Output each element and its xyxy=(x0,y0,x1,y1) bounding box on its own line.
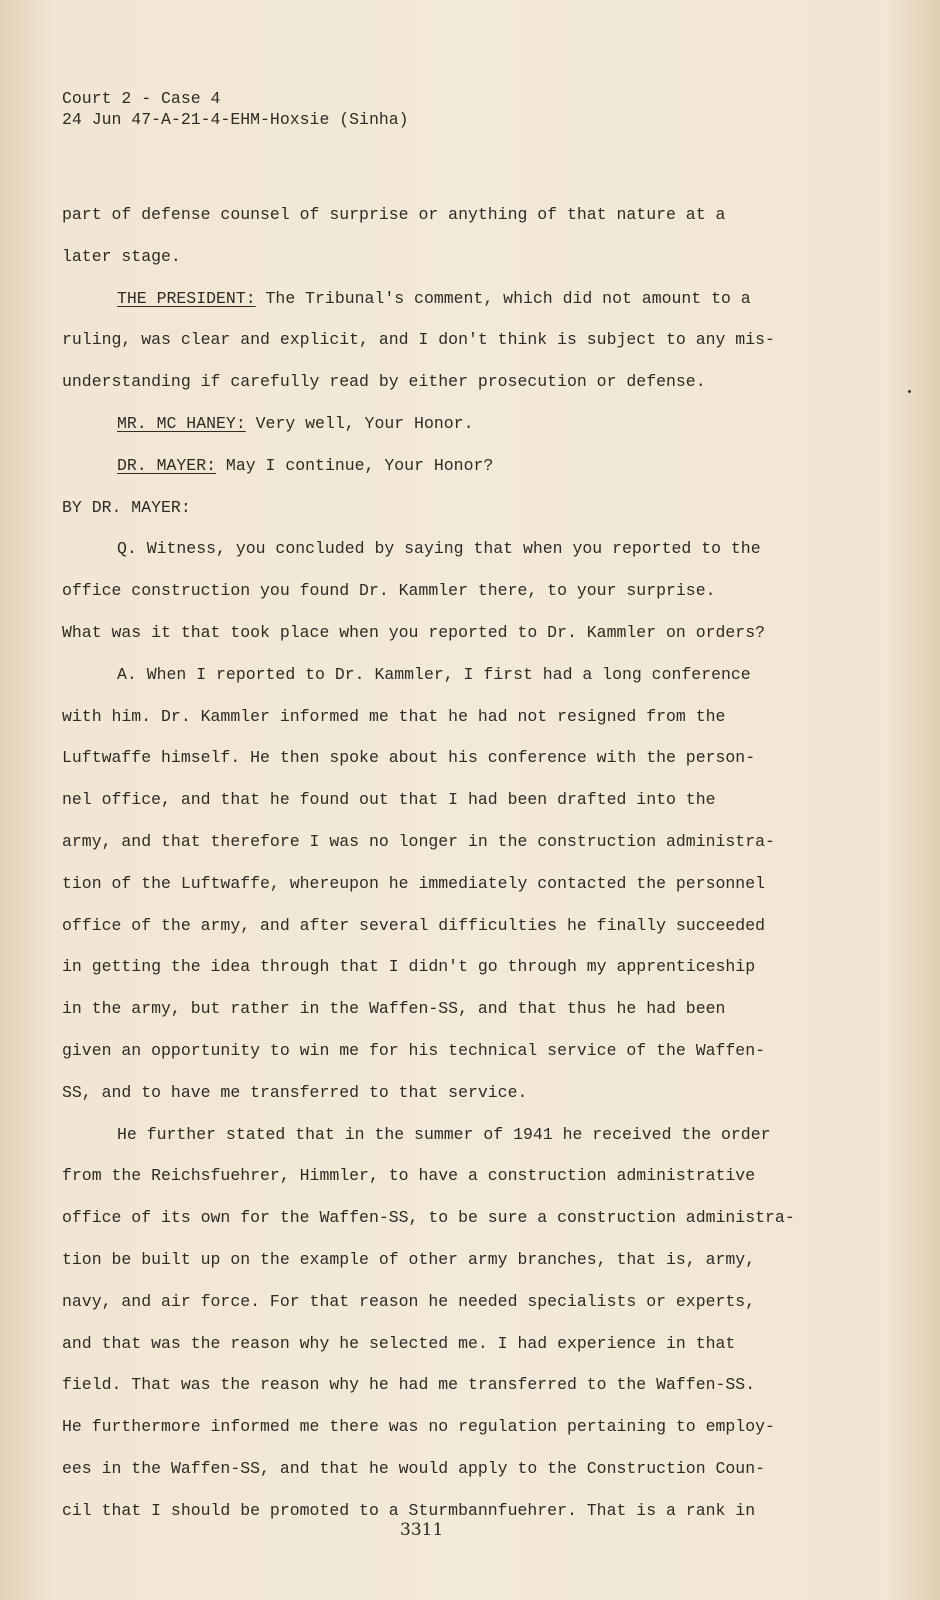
transcript-line: office of the army, and after several difficulties he finally succeeded xyxy=(62,915,766,935)
examination-heading: BY DR. MAYER: xyxy=(62,497,191,517)
transcript-line xyxy=(62,455,822,497)
transcript-line: given an opportunity to win me for his technical service of the Waffen- xyxy=(62,1040,766,1060)
transcript-line: ees in the Waffen-SS, and that he would apply to the Construction Coun- xyxy=(62,1458,766,1478)
transcript-line: tion of the Luftwaffe, whereupon he immediately contacted the personnel xyxy=(62,873,766,893)
transcript-line: and that was the reason why he selected me. I had experience in that xyxy=(62,1333,736,1353)
margin-mark xyxy=(908,390,911,393)
transcript-line: army, and that therefore I was no longer in the construction administra- xyxy=(62,831,775,851)
transcript-line: cil that I should be promoted to a Sturmbannfuehrer. That is a rank in xyxy=(62,1500,756,1520)
question-line: Q. Witness, you concluded by saying that when you reported to the xyxy=(117,539,761,559)
speaker-label: DR. MAYER: xyxy=(117,455,217,475)
court-case-line: Court 2 - Case 4 xyxy=(62,89,221,108)
transcript-line: He further stated that in the summer of 1941 he received the order xyxy=(117,1124,771,1144)
speech-text: The Tribunal's comment, which did not amount to a xyxy=(255,288,751,308)
transcript-line: What was it that took place when you reported to Dr. Kammler on orders? xyxy=(62,622,766,642)
transcript-line: later stage. xyxy=(62,246,181,266)
document-header xyxy=(62,88,409,130)
transcript-line xyxy=(62,288,822,330)
transcript-line: in the army, but rather in the Waffen-SS, and that thus he had been xyxy=(62,999,726,1019)
speaker-label: THE PRESIDENT: xyxy=(117,288,256,308)
transcript-line: ruling, was clear and explicit, and I don't think is subject to any mis- xyxy=(62,330,775,350)
speech-text: May I continue, Your Honor? xyxy=(216,455,494,475)
transcript-line: SS, and to have me transferred to that service. xyxy=(62,1082,528,1102)
transcript-line xyxy=(62,413,822,455)
transcript-line: with him. Dr. Kammler informed me that he had not resigned from the xyxy=(62,706,726,726)
speech-text: Very well, Your Honor. xyxy=(245,413,474,433)
transcript-line: nel office, and that he found out that I had been drafted into the xyxy=(62,790,716,810)
transcript-line: part of defense counsel of surprise or anything of that nature at a xyxy=(62,205,726,224)
transcript-line: Luftwaffe himself. He then spoke about his conference with the person- xyxy=(62,748,756,768)
transcript-line: field. That was the reason why he had me transferred to the Waffen-SS. xyxy=(62,1375,756,1395)
transcript-line: office construction you found Dr. Kammler there, to your surprise. xyxy=(62,581,716,601)
transcript-line: understanding if carefully read by either prosecution or defense. xyxy=(62,372,706,392)
speaker-label: MR. MC HANEY: xyxy=(117,413,246,433)
transcript-line: tion be built up on the example of other army branches, that is, army, xyxy=(62,1249,756,1269)
transcript-line: in getting the idea through that I didn't go through my apprenticeship xyxy=(62,957,756,977)
transcript-line: He furthermore informed me there was no regulation pertaining to employ- xyxy=(62,1417,775,1437)
transcript-line: office of its own for the Waffen-SS, to be sure a construction administra- xyxy=(62,1208,795,1228)
transcript-body xyxy=(62,204,822,1542)
page-number: 3311 xyxy=(400,1520,444,1540)
answer-line: A. When I reported to Dr. Kammler, I first had a long conference xyxy=(117,664,751,684)
transcript-line: from the Reichsfuehrer, Himmler, to have a construction administrative xyxy=(62,1166,756,1186)
transcript-line: navy, and air force. For that reason he needed specialists or experts, xyxy=(62,1291,756,1311)
session-code-line: 24 Jun 47-A-21-4-EHM-Hoxsie (Sinha) xyxy=(62,110,409,129)
